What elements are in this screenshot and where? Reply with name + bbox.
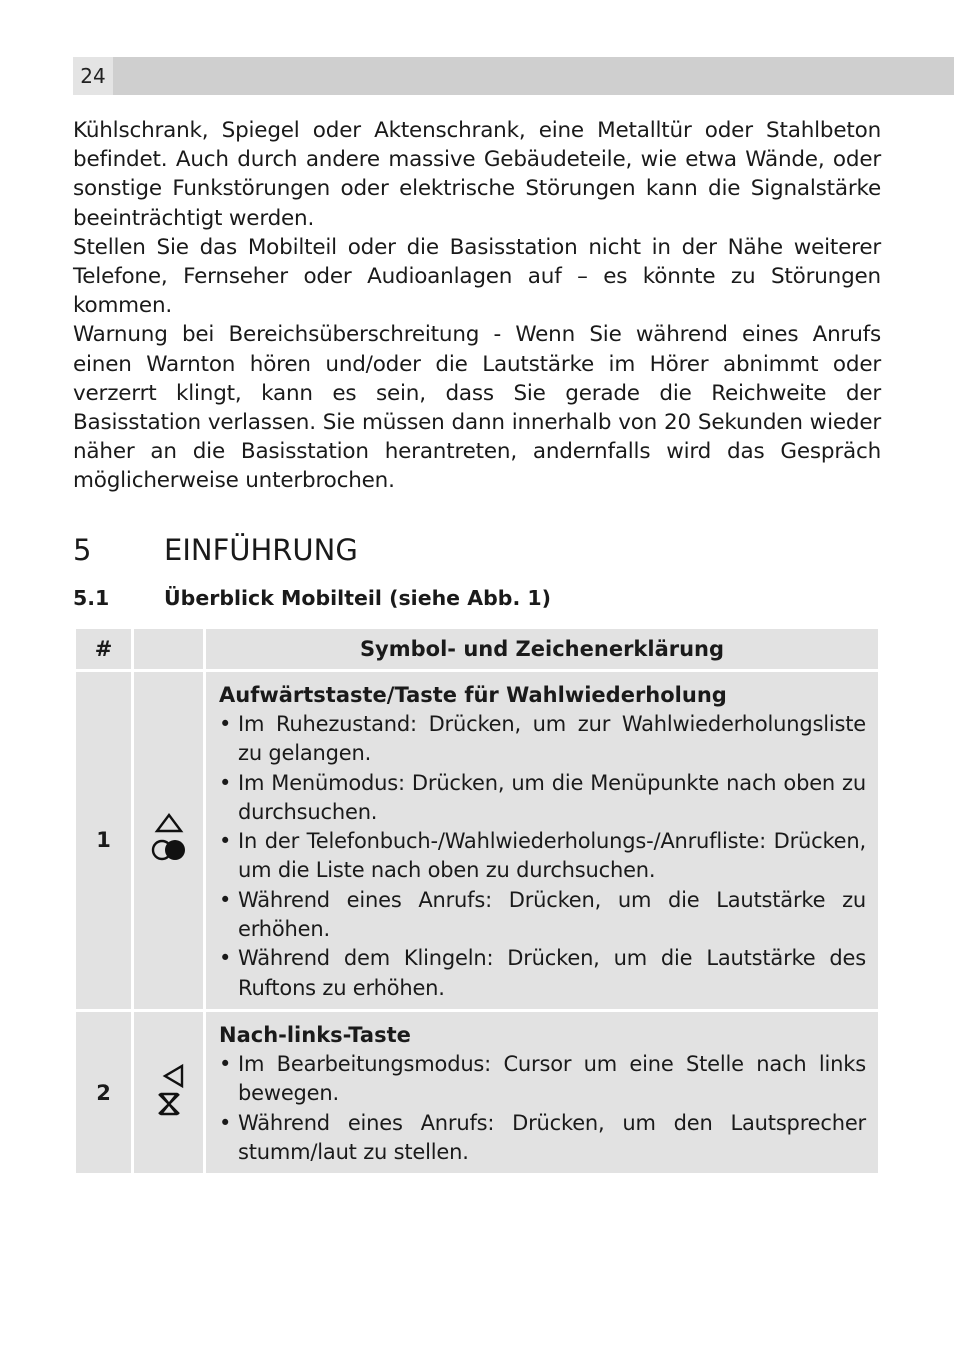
row-items	[219, 1050, 866, 1167]
list-item: • Während dem Klingeln: Drücken, um die Lautstärke des Ruftons zu erhöhen.	[219, 944, 866, 1003]
list-item: • Im Menümodus: Drücken, um die Menüpunkte nach oben zu durchsuchen.	[219, 769, 866, 828]
page-number: 24	[73, 57, 113, 95]
header-number: #	[76, 629, 131, 669]
row-items	[219, 710, 866, 1003]
row-title: Nach-links-Taste	[219, 1022, 411, 1047]
table-row	[76, 672, 878, 1009]
section-number: 5.1	[73, 586, 110, 610]
row-description	[206, 1012, 878, 1173]
volume-up-circles-icon	[150, 837, 188, 863]
list-item: • Im Bearbeitungsmodus: Cursor um eine Stelle nach links bewegen.	[219, 1050, 866, 1109]
header-description: Symbol- und Zeichenerklärung	[206, 629, 878, 669]
triangle-up-icon	[154, 812, 184, 834]
header-icon	[134, 629, 203, 669]
page-header-bar	[73, 57, 954, 95]
list-item: • Während eines Anrufs: Drücken, um die Lautstärke zu erhöhen.	[219, 886, 866, 945]
paragraph: Warnung bei Bereichsüberschreitung - Wenn Sie während eines Anrufs einen Warnton hören und/oder die Lautstärke im Hörer abnimmt oder verzerrt klingt, kann es sein, dass Sie gerade die Reichweite der Basisstation verlassen. Sie müssen dann innerhalb von 20 Sekunden wieder näher an die Basisstation herantreten, andernfalls wird das Gespräch möglicherweise unterbrochen.	[73, 322, 881, 494]
body-text	[73, 116, 881, 496]
table-row	[76, 1012, 878, 1173]
chapter-number: 5	[73, 533, 92, 567]
chapter-heading	[73, 530, 881, 570]
paragraph: Stellen Sie das Mobilteil oder die Basisstation nicht in der Nähe weiterer Telefone, Fernseher oder Audioanlagen auf – es könnte zu Störungen kommen.	[73, 234, 881, 319]
table-header-row	[76, 629, 878, 669]
list-item: • Im Ruhezustand: Drücken, um zur Wahlwiederholungsliste zu gelangen.	[219, 710, 866, 769]
chapter-title: EINFÜHRUNG	[164, 533, 358, 567]
list-item: • In der Telefonbuch-/Wahlwiederholungs-/Anrufliste: Drücken, um die Liste nach oben zu durchsuchen.	[219, 827, 866, 886]
section-heading	[73, 583, 881, 613]
row-icons	[134, 672, 203, 1009]
paragraph: Kühlschrank, Spiegel oder Aktenschrank, eine Metalltür oder Stahlbeton befindet. Auch durch andere massive Gebäudeteile, wie etwa Wände, oder sonstige Funkstörungen oder elektrische Störungen kann die Signalstärke beeinträchtigt werden.	[73, 118, 881, 231]
row-number: 2	[76, 1012, 131, 1173]
row-description	[206, 672, 878, 1009]
symbol-table	[73, 626, 881, 1176]
row-number: 1	[76, 672, 131, 1009]
mute-speaker-icon	[154, 1091, 184, 1117]
row-title: Aufwärtstaste/Taste für Wahlwiederholung	[219, 683, 727, 707]
row-icons	[134, 1012, 203, 1173]
triangle-left-icon	[158, 1063, 188, 1089]
section-title: Überblick Mobilteil (siehe Abb. 1)	[164, 586, 551, 610]
list-item: • Während eines Anrufs: Drücken, um den Lautsprecher stumm/laut zu stellen.	[219, 1109, 866, 1168]
